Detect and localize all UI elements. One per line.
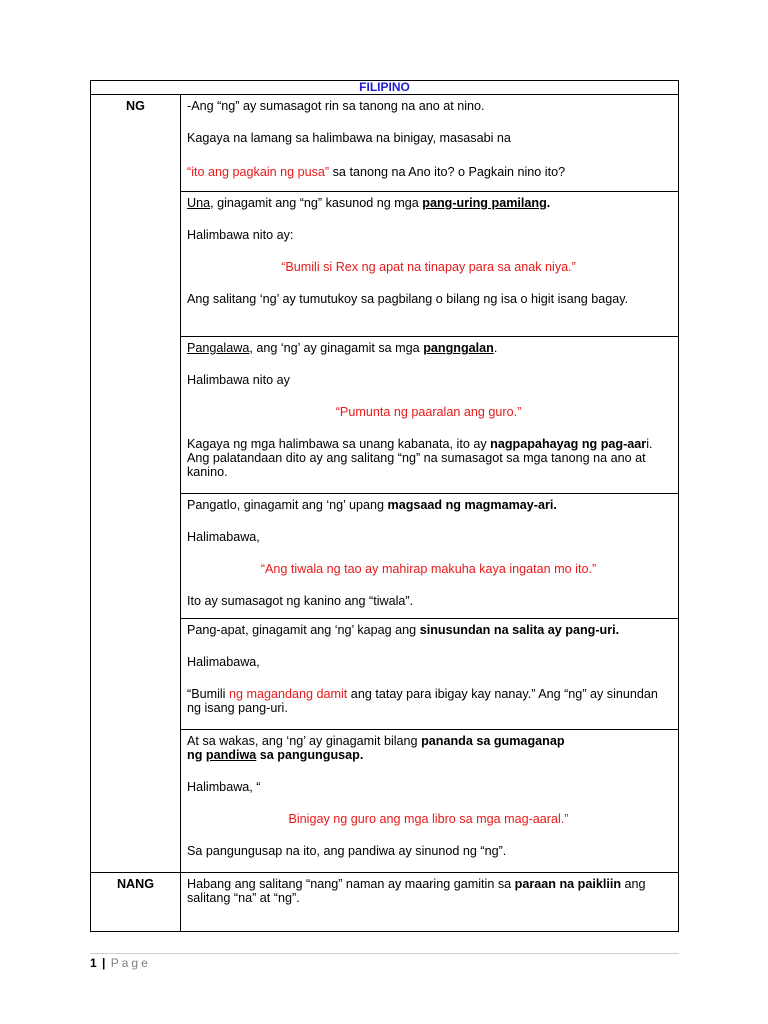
ng-cell-una (181, 192, 679, 337)
paragraph (187, 498, 670, 512)
bold-text: nagpapahayag ng pag-aar (490, 437, 647, 451)
paragraph: Halimbawa nito ay: (187, 228, 294, 242)
bold-text: sa pangungusap. (256, 748, 364, 762)
paragraph: Halimabawa, (187, 530, 260, 544)
bold-text: pananda sa gumaganap (421, 734, 565, 748)
text: “Bumili (187, 687, 229, 701)
paragraph (187, 437, 670, 479)
page-footer (90, 956, 151, 970)
ng-label: NG (91, 95, 181, 873)
text: At sa wakas, ang ‘ng’ ay ginagamit bilang (187, 734, 422, 748)
paragraph: Kagaya na lamang sa halimbawa na binigay, masasabi na (187, 131, 511, 145)
paragraph: Halimbawa nito ay (187, 373, 290, 387)
nang-label: NANG (91, 873, 181, 932)
document-table (90, 80, 679, 932)
bold-underlined-text: pang-uring pamilang (422, 196, 547, 210)
nang-cell (181, 873, 679, 932)
paragraph (187, 623, 670, 637)
example-text: “Pumunta ng paaralan ang guro.” (335, 405, 522, 419)
ng-cell-pang-apat (181, 619, 679, 730)
paragraph: Halimbawa, “ (187, 780, 261, 794)
bold-text: sinusundan na salita ay pang-uri. (419, 623, 620, 637)
ng-cell-pangatlo (181, 494, 679, 619)
paragraph: -Ang “ng” ay sumasagot rin sa tanong na ano at nino. (187, 99, 485, 113)
paragraph (187, 341, 670, 355)
underlined-text: Una, (187, 196, 214, 210)
example-text: “Ang tiwala ng tao ay mahirap makuha kaya ingatan mo ito.” (260, 562, 597, 576)
footer-divider (90, 953, 679, 954)
bold-underlined-text: pangngalan (423, 341, 494, 355)
text: Kagaya ng mga halimbawa sa unang kabanata, ito ay (187, 437, 491, 451)
bold-underlined-text: pandiwa (205, 748, 257, 762)
table-header: FILIPINO (91, 81, 679, 95)
text: . (546, 196, 551, 210)
text: . (493, 341, 498, 355)
table-row (91, 95, 679, 192)
paragraph (187, 687, 670, 715)
paragraph (187, 196, 670, 210)
ng-cell-sa-wakas (181, 730, 679, 873)
paragraph: Sa pangungusap na ito, ang pandiwa ay sinunod ng “ng”. (187, 844, 507, 858)
example-text: “ito ang pagkain ng pusa” (187, 165, 330, 179)
example-text: “Bumili si Rex ng apat na tinapay para sa anak niya.” (281, 260, 576, 274)
table-header-row (91, 81, 679, 95)
text: sa tanong na Ano ito? o Pagkain nino ito? (329, 165, 566, 179)
bold-text: ng (187, 748, 206, 762)
page-number: 1 (90, 956, 97, 970)
ng-cell-pangalawa (181, 337, 679, 494)
example-text: Binigay ng guro ang mga libro sa mga mag-aaral.” (288, 812, 569, 826)
paragraph: Halimabawa, (187, 655, 260, 669)
paragraph (187, 165, 670, 179)
paragraph: Ito ay sumasagot ng kanino ang “tiwala”. (187, 594, 414, 608)
text: ang salitang “na” at “ng”. (187, 877, 646, 905)
text: , ang ‘ng’ ay ginagamit sa mga (249, 341, 424, 355)
ng-cell-intro (181, 95, 679, 192)
table-row (91, 873, 679, 932)
paragraph (187, 877, 670, 905)
text: ang tatay para ibigay kay nanay.” Ang “ng” ay sinundan ng isang pang-uri. (187, 687, 658, 715)
paragraph: Ang salitang ‘ng’ ay tumutukoy sa pagbilang o bilang ng isa o higit isang bagay. (187, 292, 629, 306)
bold-text: magsaad ng magmamay-ari. (387, 498, 557, 512)
paragraph (187, 734, 670, 762)
footer-separator: | (102, 956, 106, 970)
text: Pangatlo, ginagamit ang ‘ng’ upang (187, 498, 388, 512)
bold-text: paraan na paikliin (514, 877, 622, 891)
underlined-text: Pangalawa (187, 341, 250, 355)
text: ginagamit ang “ng” kasunod ng mga (213, 196, 423, 210)
text: i. Ang palatandaan dito ay ang salitang “ng” na sumasagot sa mga tanong na ano at kanino. (187, 437, 653, 479)
text: Habang ang salitang “nang” naman ay maaring gamitin sa (187, 877, 515, 891)
example-text: ng magandang damit (228, 687, 348, 701)
page-label: Page (110, 956, 151, 970)
text: Pang-apat, ginagamit ang ‘ng’ kapag ang (187, 623, 420, 637)
